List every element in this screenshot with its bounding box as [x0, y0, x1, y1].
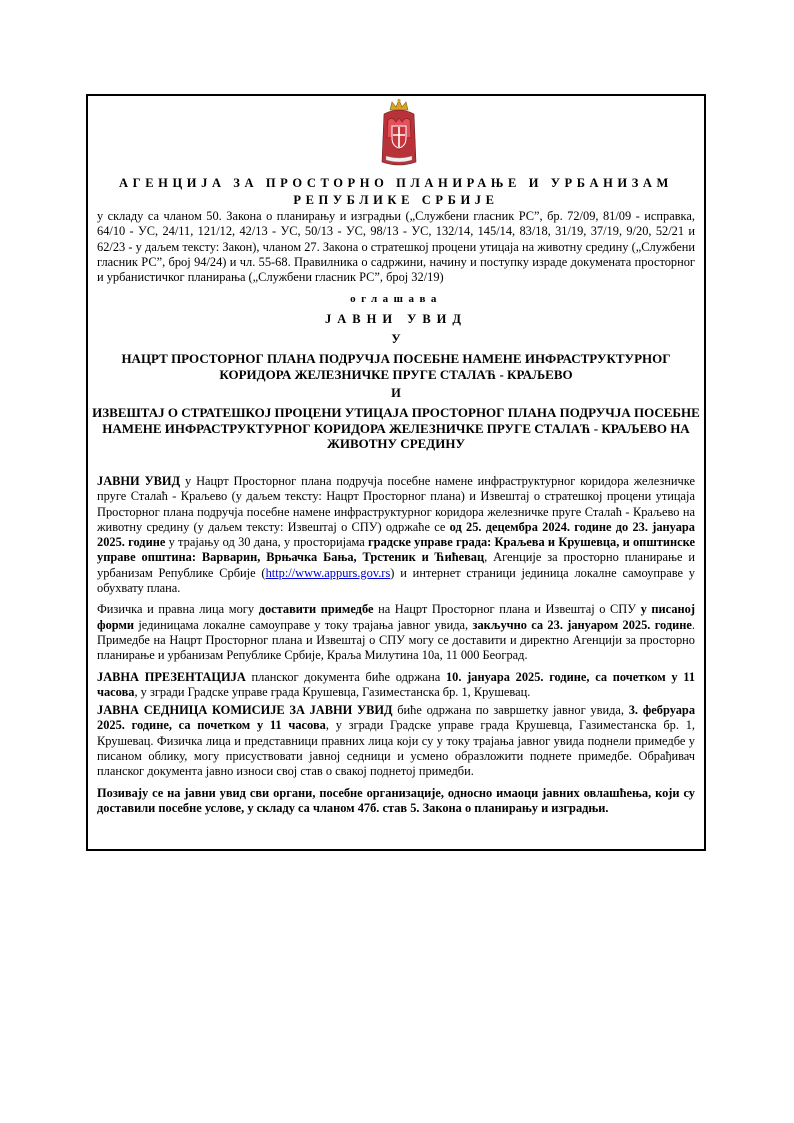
announces-label: оглашава [350, 293, 442, 305]
lead-public-inspection: ЈАВНИ УВИД [97, 474, 181, 488]
session-date: 3. фебруара 2025. године, са почетком у 11 часова [97, 703, 696, 733]
lead-public-presentation: ЈАВНА ПРЕЗЕНТАЦИЈА [97, 669, 246, 684]
presentation-date: 10. јануара 2025. године, са почетком у 11 часова [97, 669, 696, 699]
inspection-locations: градске управе града: Краљева и Крушевца, и општинске управе општина: Варварин, Врњачка Бања, Трстеник и Ћићевац [97, 535, 695, 565]
plan-title: НАЦРТ ПРОСТОРНОГ ПЛАНА ПОДРУЧЈА ПОСЕБНЕ НАМЕНЕ ИНФРАСТРУКТУРНОГ КОРИДОРА ЖЕЛЕЗНИЧКЕ ПРУГЕ СТАЛАЋ - КРАЉЕВО [121, 351, 671, 382]
notice-body [97, 474, 695, 822]
legal-basis-text: у складу са чланом 50. Закона о планирању и изградњи („Службени гласник РС”, бр. 72/09, 81/09 - исправка, 64/10 - УС, 24/11, 121/12, 42/13 - УС, 50/13 - УС, 98/13 - УС, 132/14, 145/14, 83/18, 31/19, 37/19, 9/20, 52/21 и 62/23 - у даљем тексту: Закон), чланом 27. Закона о стратешкој процени утицаја на животну средину („Службени гласник РС”, број 94/24) и чл. 55-68. Правилника о садржини, начину и поступку израде докумената просторног и урбанистичког планирања („Службени гласник РС”, број 32/19) [97, 209, 695, 285]
paragraph-presentation: ЈАВНА ПРЕЗЕНТАЦИЈА планског документа биће одржана 10. јануара 2025. године, са почетком у 11 часова, у згради Градске управе града Крушевца, Газиместанска бр. 1, Крушевац. [97, 669, 696, 699]
lead-commission-session: ЈАВНА СЕДНИЦА КОМИСИЈЕ ЗА ЈАВНИ УВИД [97, 703, 393, 718]
agency-name: АГЕНЦИЈА ЗА ПРОСТОРНО ПЛАНИРАЊЕ И УРБАНИЗАМ [119, 176, 673, 190]
paragraph-commission-session: ЈАВНА СЕДНИЦА КОМИСИЈЕ ЗА ЈАВНИ УВИД биће одржана по завршетку јавног увида, 3. фебруара 2025. године, са почетком у 11 часова, у згради Градске управе града Крушевца, Газиместанска бр. 1, Крушевац. Физичка лица и представници правних лица који су у току трајања јавног увида поднели примедбе у писаном облику, могу присуствовати јавној седници и усмено образложити поднете примедбе. Обрађивач планског документа јавно износи свој став о свакој поднетој примедби. [97, 703, 696, 779]
objection-deadline: закључно са 23. јануаром 2025. године [472, 617, 692, 632]
agency-website-link[interactable]: http://www.appurs.gov.rs [265, 565, 391, 580]
notice-frame [86, 94, 706, 851]
report-title: ИЗВЕШТАЈ О СТРАТЕШКОЈ ПРОЦЕНИ УТИЦАЈА ПРОСТОРНОГ ПЛАНА ПОДРУЧЈА ПОСЕБНЕ НАМЕНЕ ИНФРАСТРУКТУРНОГ КОРИДОРА ЖЕЛЕЗНИЧКЕ ПРУГЕ СТАЛАЋ - КРАЉЕВО НА ЖИВОТНУ СРЕДИНУ [92, 405, 700, 451]
paragraph-objections: Физичка и правна лица могу доставити примедбе на Нацрт Просторног плана и Извештај о СПУ у писаној форми јединицама локалне самоуправе у току трајања јавног увида, закључно са 23. јануаром 2025. године. Примедбе на Нацрт Просторног плана и Извештај о СПУ могу се доставити и директно Агенцији за просторно планирање и урбанизам Републике Србије, Краља Милутина 10а, 11 000 Београд. [97, 602, 696, 663]
republic-name: РЕПУБЛИКЕ СРБИЈЕ [293, 193, 499, 207]
serbian-coat-of-arms-icon [378, 98, 420, 170]
preposition-u: У [391, 332, 401, 346]
inspection-dates: од 25. децембра 2024. године до 23. јануара 2025. године [97, 519, 695, 550]
paragraph-public-inspection: ЈАВНИ УВИД у Нацрт Просторног плана подручја посебне намене инфраструктурног коридора железничке пруге Сталаћ - Краљево (у даљем тексту: Нацрт Просторног плана) и Извештај о стратешкој процени утицаја Просторног плана подручја посебне намене инфраструктурног коридора железничке пруге Сталаћ - Краљево на животну средину (у даљем тексту: Извештај о СПУ) одржаће се од 25. децембра 2024. године до 23. јануара 2025. године у трајању од 30 дана, у просторијама градске управе града: Краљева и Крушевца, и општинске управе општина: Варварин, Врњачка Бања, Трстеник и Ћићевац, Агенције за просторно планирање и урбанизам Републике Србије (http://www.appurs.gov.rs) и интернет страници јединица локалне самоуправе у обухвату плана. [97, 474, 695, 596]
conjunction-and: И [391, 386, 401, 400]
public-inspection-heading: ЈАВНИ УВИД [324, 312, 468, 326]
paragraph-invitation: Позивају се на јавни увид сви органи, посебне организације, односно имаоци јавних овлашћења, који су доставили посебне услове, у складу са чланом 47б. став 5. Закона о планирању и изградњи. [97, 785, 695, 815]
